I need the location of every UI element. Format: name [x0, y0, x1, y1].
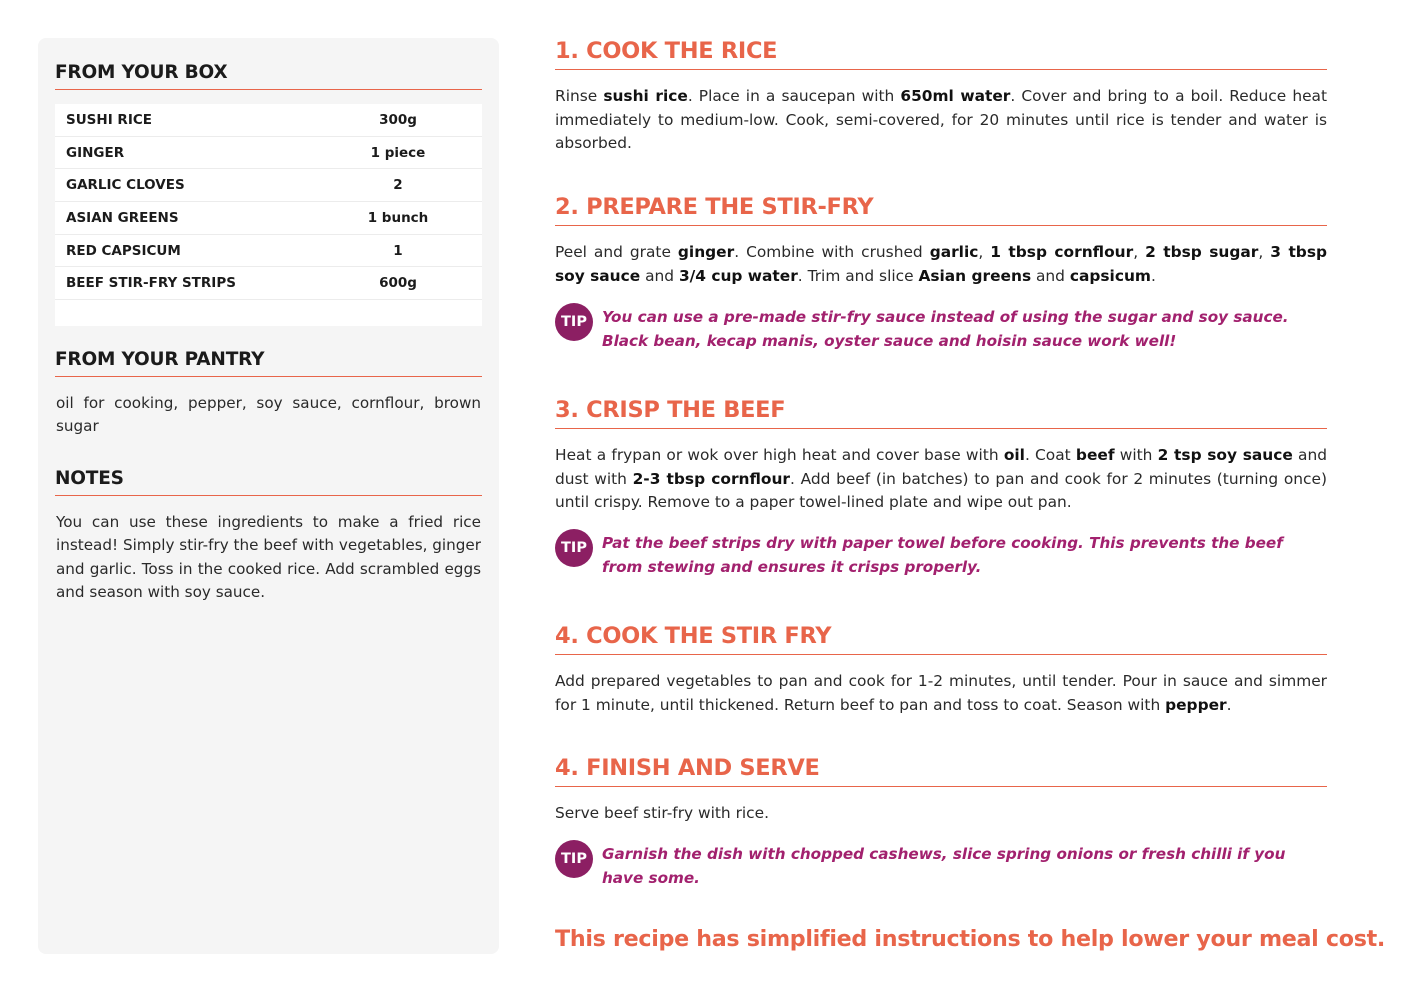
text-run: . Coat — [1024, 446, 1076, 464]
step-4-text — [555, 670, 1327, 717]
text-run: . Add beef (in batches) to pan and cook for 2 minutes (turning once) until crispy. Remove to a paper towel-lined plate and wipe out pan. — [555, 469, 1327, 511]
text-run: and — [640, 266, 679, 285]
text-run: . Cover and bring to a boil. Reduce heat immediately to medium-low. Cook, semi-covered, for 20 minutes until rice is tender and water is absorbed. — [555, 87, 1328, 152]
bold-ingredient-text: 2 tsp soy sauce — [1157, 446, 1293, 464]
tip-badge: TIP — [555, 840, 593, 878]
from-your-pantry-heading: FROM YOUR PANTRY — [55, 349, 482, 377]
bold-ingredient-text: capsicum — [1069, 266, 1151, 285]
ingredient-qty: 1 — [393, 242, 403, 259]
text-run: Add prepared vegetables to pan and cook for 1-2 minutes, until tender. Pour in sauce and simmer for 1 minute, until thickened. Return beef to pan and toss to coat. Season with — [555, 672, 1327, 714]
table-row — [55, 104, 482, 137]
text-run: Serve beef stir-fry with rice. — [555, 804, 769, 822]
ingredient-qty: 600g — [379, 275, 417, 292]
text-run: Peel and grate — [555, 243, 678, 261]
ingredient-qty: 300g — [379, 111, 417, 128]
step-5-title: 4. FINISH AND SERVE — [555, 755, 1327, 787]
ingredient-name: SUSHI RICE — [66, 111, 152, 128]
tip-text: Pat the beef strips dry with paper towel before cooking. This prevents the beef from stewing and ensures it crisps properly. — [602, 534, 1283, 576]
ingredient-name: RED CAPSICUM — [66, 242, 181, 259]
bold-ingredient-text: 650ml water — [900, 87, 1011, 105]
text-run: , — [1258, 243, 1271, 261]
step-3-title: 3. CRISP THE BEEF — [555, 397, 1327, 429]
ingredient-qty: 1 bunch — [367, 209, 429, 226]
text-run: , — [978, 243, 991, 261]
text-run: . Trim and slice — [797, 266, 919, 285]
tip-badge: TIP — [555, 529, 593, 567]
ingredient-name: GINGER — [66, 144, 125, 161]
table-row — [55, 235, 482, 268]
step-2-text — [555, 241, 1327, 288]
ingredients-table — [55, 104, 482, 326]
tip-text: Garnish the dish with chopped cashews, slice spring onions or fresh chilli if you have some. — [602, 845, 1286, 887]
table-row — [55, 267, 482, 300]
ingredient-qty: 2 — [393, 177, 403, 194]
notes-text: You can use these ingredients to make a fried rice instead! Simply stir-fry the beef with vegetables, ginger and garlic. Toss in the cooked rice. Add scrambled eggs and season with soy sauce. — [56, 513, 481, 601]
tip-badge: TIP — [555, 303, 593, 341]
step-5-tip — [555, 840, 1327, 890]
ingredient-name: ASIAN GREENS — [66, 209, 179, 226]
table-row — [55, 202, 482, 235]
bold-ingredient-text: 1 tbsp cornflour — [990, 243, 1134, 261]
notes-heading: NOTES — [55, 468, 482, 496]
table-row — [55, 137, 482, 170]
step-1-title: 1. COOK THE RICE — [555, 38, 1327, 70]
bold-ingredient-text: 2 tbsp sugar — [1145, 243, 1259, 261]
from-your-box-heading: FROM YOUR BOX — [55, 62, 482, 90]
step-4-title: 4. COOK THE STIR FRY — [555, 623, 1327, 655]
step-2-tip — [555, 303, 1327, 353]
step-2-title: 2. PREPARE THE STIR-FRY — [555, 194, 1327, 226]
text-run: . Place in a saucepan with — [687, 87, 901, 105]
text-run: . — [1226, 695, 1232, 714]
ingredients-panel — [38, 38, 499, 954]
bold-ingredient-text: 2-3 tbsp cornflour — [632, 469, 791, 488]
text-run: . — [1150, 266, 1156, 285]
step-3-text — [555, 444, 1327, 515]
step-3-tip — [555, 529, 1327, 579]
bold-ingredient-text: sushi rice — [603, 87, 688, 105]
bold-ingredient-text: garlic — [929, 243, 979, 261]
text-run: and — [1031, 266, 1070, 285]
tip-text: You can use a pre-made stir-fry sauce instead of using the sugar and soy sauce. Black bean, kecap manis, oyster sauce and hoisin sauce work well! — [602, 308, 1289, 350]
pantry-text: oil for cooking, pepper, soy sauce, cornflour, brown sugar — [56, 394, 481, 436]
footer-note: This recipe has simplified instructions to help lower your meal cost. — [555, 926, 1386, 952]
text-run: , — [1133, 243, 1146, 261]
bold-ingredient-text: ginger — [677, 243, 735, 261]
bold-ingredient-text: Asian greens — [918, 266, 1032, 285]
ingredient-name: GARLIC CLOVES — [66, 177, 185, 194]
text-run: . Combine with crushed — [734, 243, 930, 261]
step-5-text — [555, 802, 1327, 826]
bold-ingredient-text: oil — [1003, 446, 1025, 464]
bold-ingredient-text: 3/4 cup water — [678, 266, 798, 285]
bold-ingredient-text: pepper — [1165, 695, 1227, 714]
table-row — [55, 169, 482, 202]
text-run: Heat a frypan or wok over high heat and cover base with — [555, 446, 1004, 464]
text-run: and dust with — [555, 446, 1327, 488]
ingredient-name: BEEF STIR-FRY STRIPS — [66, 275, 236, 292]
bold-ingredient-text: beef — [1075, 446, 1115, 464]
bold-ingredient-text: 3 tbsp soy sauce — [555, 243, 1327, 285]
ingredient-qty: 1 piece — [370, 144, 426, 161]
text-run: Rinse — [555, 87, 604, 105]
step-1-text — [555, 85, 1327, 156]
text-run: with — [1114, 446, 1158, 464]
